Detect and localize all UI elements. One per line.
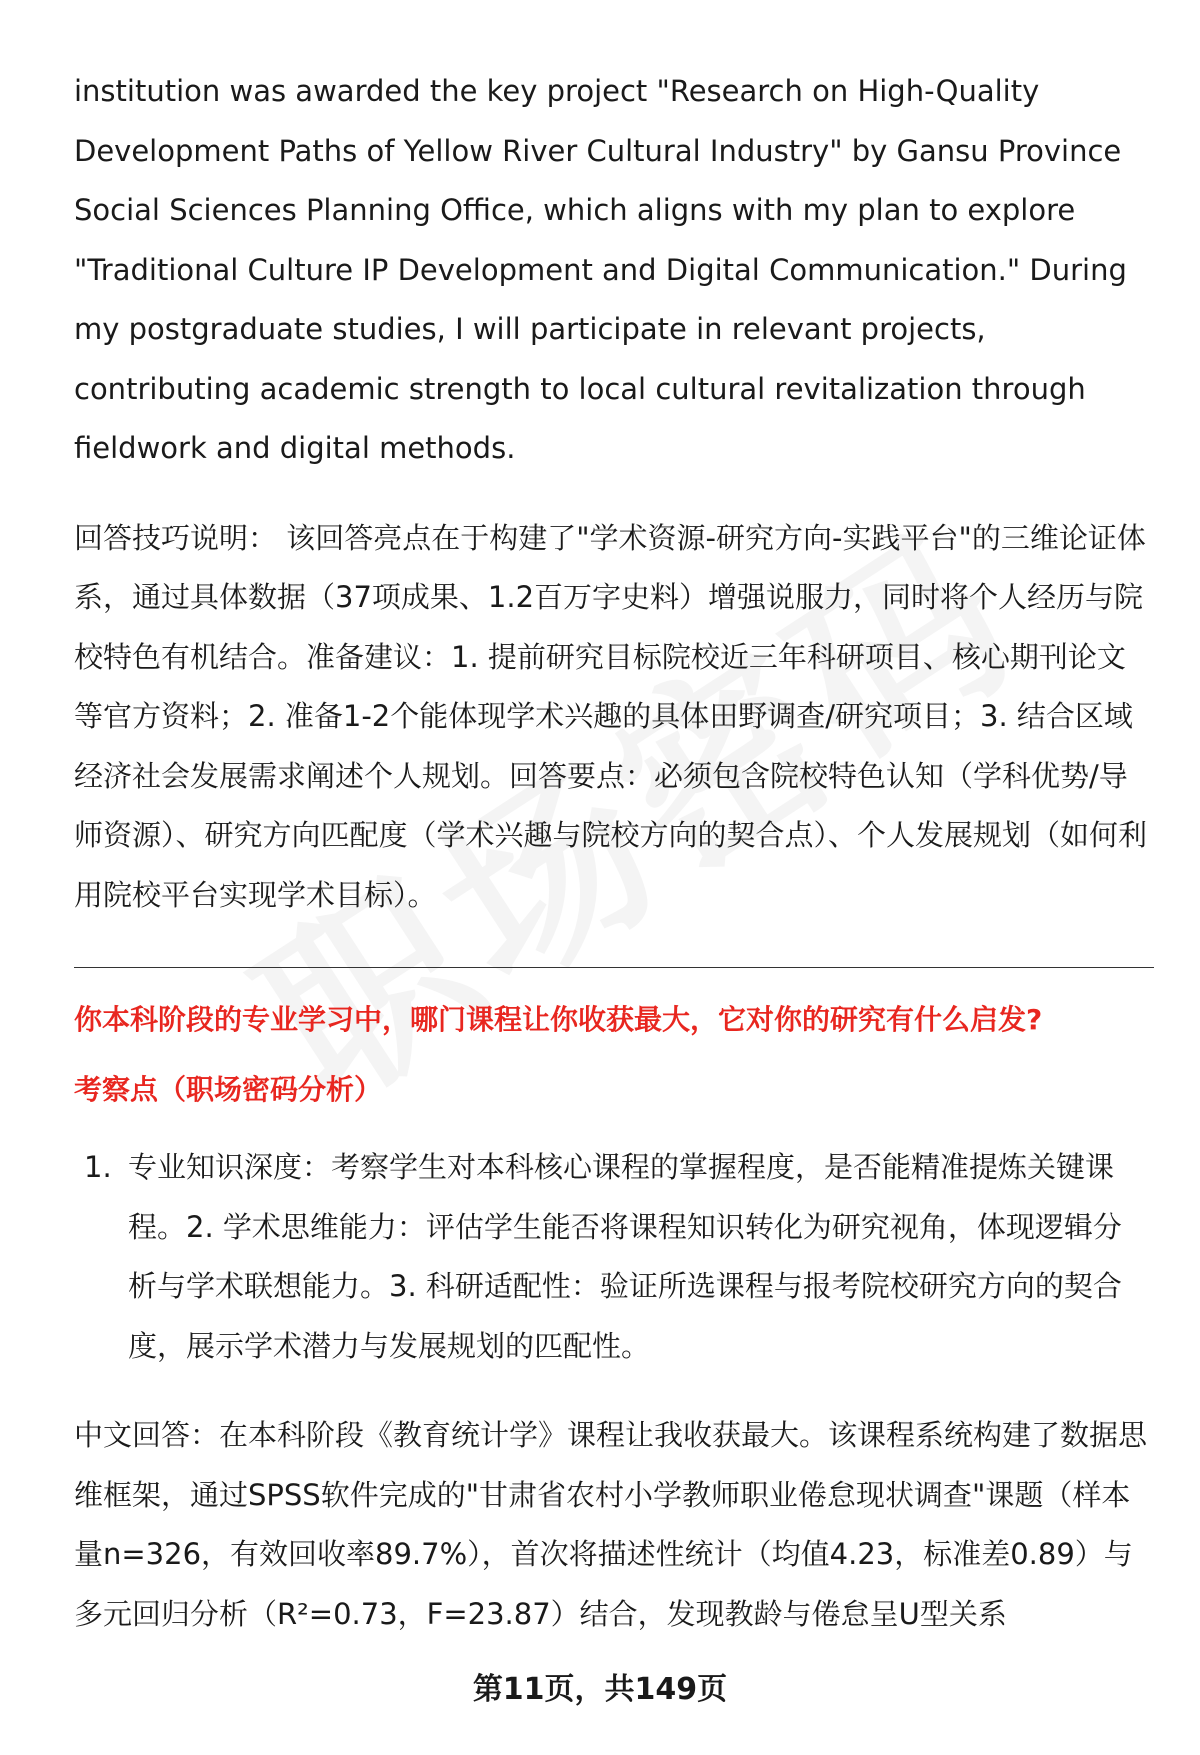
section-divider bbox=[74, 967, 1154, 968]
english-answer-paragraph: institution was awarded the key project "Research on High-Quality Development Paths of Yellow River Cultural Industry" by Gansu Province Social Sciences Planning Office, which aligns with my plan to explore "Traditional Culture IP Development and Digital Communication." During my postgraduate studies, I will participate in relevant projects, contributing academic strength to local cultural revitalization through fieldwork and digital methods. bbox=[74, 74, 1127, 465]
tips-paragraph: 回答技巧说明： 该回答亮点在于构建了"学术资源-研究方向-实践平台"的三维论证体系，通过具体数据（37项成果、1.2百万字史料）增强说服力，同时将个人经历与院校特色有机结合。准备建议：1. 提前研究目标院校近三年科研项目、核心期刊论文等官方资料；2. 准备1-2个能体现学术兴趣的具体田野调查/研究项目；3. 结合区域经济社会发展需求阐述个人规划。回答要点：必须包含院校特色认知（学科优势/导师资源）、研究方向匹配度（学术兴趣与院校方向的契合点）、个人发展规划（如何利用院校平台实现学术目标）。 bbox=[74, 520, 1148, 912]
list-item-text: 专业知识深度：考察学生对本科核心课程的掌握程度，是否能精准提炼关键课程。2. 学术思维能力：评估学生能否将课程知识转化为研究视角，体现逻辑分析与学术联想能力。3. 科研适配性：验证所选课程与报考院校研究方向的契合度，展示学术潜力与发展规划的匹配性。 bbox=[128, 1150, 1122, 1363]
list-item-number: 1. bbox=[84, 1150, 112, 1184]
assessment-list bbox=[74, 1138, 1149, 1376]
document-content bbox=[74, 62, 1149, 1644]
assessment-subheading: 考察点（职场密码分析） bbox=[74, 1073, 383, 1106]
page-number-footer: 第11页，共149页 bbox=[472, 1672, 728, 1707]
chinese-answer-paragraph: 中文回答：在本科阶段《教育统计学》课程让我收获最大。该课程系统构建了数据思维框架，通过SPSS软件完成的"甘肃省农村小学教师职业倦怠现状调查"课题（样本量n=326，有效回收率89.7%），首次将描述性统计（均值4.23，标准差0.89）与多元回归分析（R²=0.73，F=23.87）结合，发现教龄与倦怠呈U型关系 bbox=[74, 1418, 1148, 1631]
question-heading: 你本科阶段的专业学习中，哪门课程让你收获最大，它对你的研究有什么启发? bbox=[74, 1003, 1043, 1036]
list-item bbox=[74, 1138, 1149, 1376]
